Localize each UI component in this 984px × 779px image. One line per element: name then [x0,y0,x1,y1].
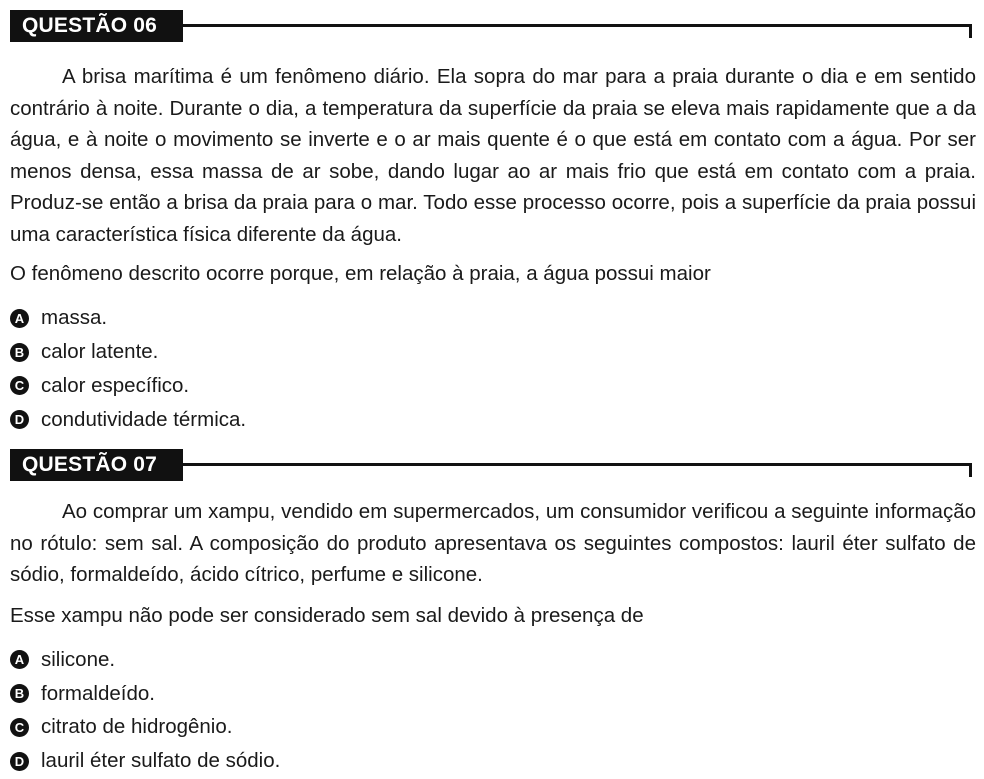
option-c-text: calor específico. [41,373,190,397]
question-header [10,10,976,44]
option-c-text: citrato de hidrogênio. [41,715,233,739]
option-b-text: formaldeído. [41,681,155,705]
option-a[interactable] [10,643,976,677]
answer-options [10,302,976,437]
option-c[interactable] [10,369,976,403]
option-b[interactable] [10,335,976,369]
option-c-badge: C [10,718,29,737]
question-title: QUESTÃO 06 [10,10,183,42]
option-d-text: lauril éter sulfato de sódio. [41,749,281,773]
option-a-text: massa. [41,306,108,330]
option-d-text: condutividade térmica. [41,407,247,431]
header-rule [183,463,972,466]
question-text: Ao comprar um xampu, vendido em supermercados, um consumidor verificou a seguinte informação no rótulo: sem sal. A composição do produto apresentava os seguintes compostos: lauril éter sulfato de sódio, formaldeído, ácido cítrico, perfume e silicone. [10,500,976,586]
question-text: A brisa marítima é um fenômeno diário. Ela sopra do mar para a praia durante o dia e em sentido contrário à noite. Durante o dia, a temperatura da superfície da praia se eleva mais rapidamente que a da água, e à noite o movimento se inverte e o ar mais quente é o que está em contato com a água. Por ser menos densa, essa massa de ar sobe, dando lugar ao ar mais frio que está em contato com a praia. Produz-se então a brisa da praia para o mar. Todo esse processo ocorre, pois a superfície da praia possui uma característica física diferente da água. [10,65,976,246]
option-b[interactable] [10,677,976,711]
option-a[interactable] [10,302,976,336]
question-prompt: Esse xampu não pode ser considerado sem sal devido à presença de [10,603,644,627]
question-header [10,449,976,483]
option-b-badge: B [10,684,29,703]
option-c[interactable] [10,711,976,745]
option-a-badge: A [10,309,29,328]
option-b-text: calor latente. [41,340,159,364]
header-rule-end [969,463,972,477]
option-a-text: silicone. [41,647,116,671]
option-a-badge: A [10,650,29,669]
question-06 [10,10,976,437]
option-c-badge: C [10,376,29,395]
option-b-badge: B [10,343,29,362]
option-d-badge: D [10,410,29,429]
header-rule [183,24,972,27]
question-07 [10,449,976,778]
answer-options [10,643,976,778]
question-title: QUESTÃO 07 [10,449,183,481]
option-d[interactable] [10,744,976,778]
question-prompt: O fenômeno descrito ocorre porque, em relação à praia, a água possui maior [10,262,711,285]
option-d-badge: D [10,752,29,771]
option-d[interactable] [10,403,976,437]
header-rule-end [969,24,972,38]
